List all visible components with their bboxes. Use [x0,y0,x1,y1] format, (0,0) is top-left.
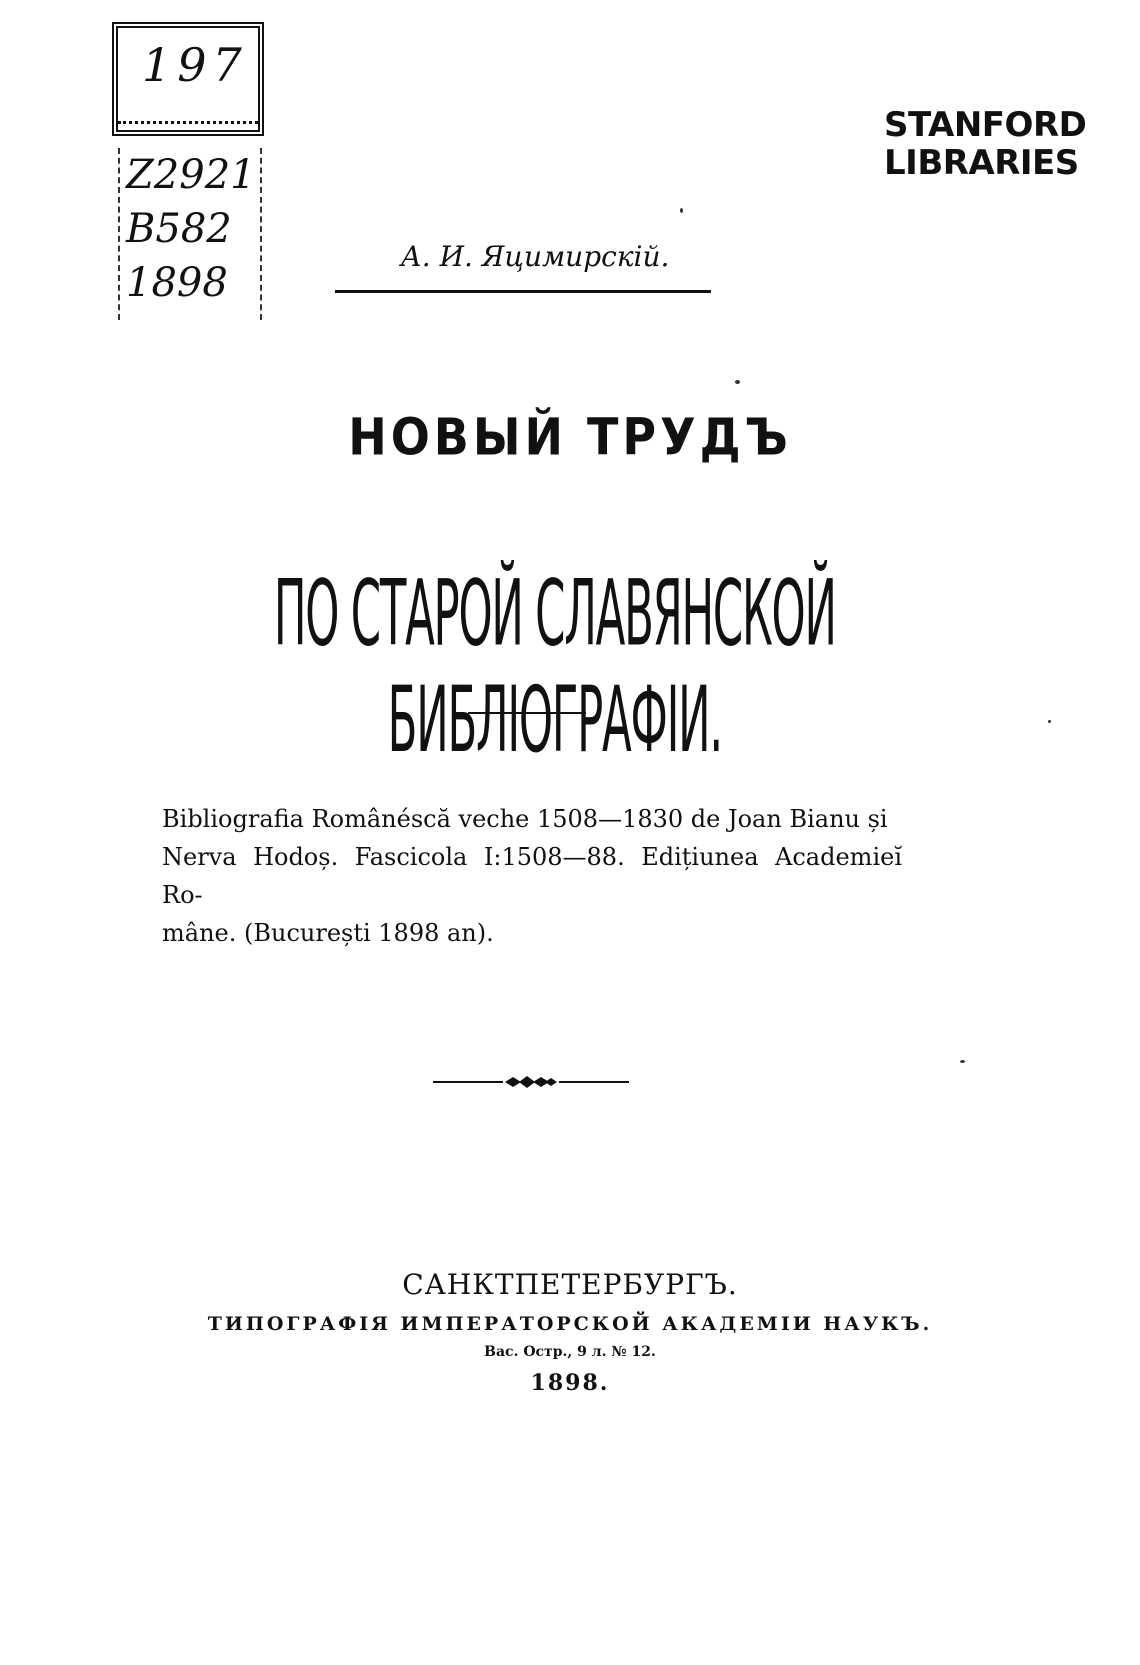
brand-line-2: LIBRARIES [884,143,1079,183]
library-brand [884,105,1087,183]
scan-speck [680,208,683,213]
imprint-place: САНКТПЕТЕРБУРГЪ. [402,1268,738,1301]
shelf-number: 197 [142,38,248,92]
subtitle-line-1: Bibliografia Românéscă veche 1508—1830 de Joan Bianu și [162,805,888,833]
call-number-line-3: 1898 [126,260,228,306]
call-number-line-2: B582 [126,206,232,252]
title-line-1: НОВЫЙ ТРУДЪ [348,407,792,467]
call-number [118,148,262,320]
author-name: А. И. Яцимирскій. [400,240,670,273]
subtitle-line-2: Nerva Hodoș. Fascicola I:1508—88. Edițiunea Academieĭ Ro- [162,843,902,909]
title-line-2: ПО СТАРОЙ СЛАВЯНСКОЙ БИБЛІОГРАФІИ. [273,560,836,774]
library-stamp [112,22,264,136]
imprint-year: 1898. [530,1370,610,1396]
stamp-border-dots [118,121,258,134]
ornament-divider [433,1075,629,1089]
brand-line-1: STANFORD [884,105,1087,145]
scan-speck [735,380,740,384]
scan-speck [1048,720,1051,723]
author-underline [335,290,711,293]
imprint-address: Вас. Остр., 9 л. № 12. [484,1344,656,1360]
subtitle [162,800,902,952]
section-divider [468,712,586,714]
call-number-line-1: Z2921 [126,152,256,198]
scan-speck [960,1060,965,1063]
subtitle-line-3: mâne. (București 1898 an). [162,919,494,947]
imprint-press: ТИПОГРАФІЯ ИМПЕРАТОРСКОЙ АКАДЕМІИ НАУКЪ. [207,1313,933,1335]
